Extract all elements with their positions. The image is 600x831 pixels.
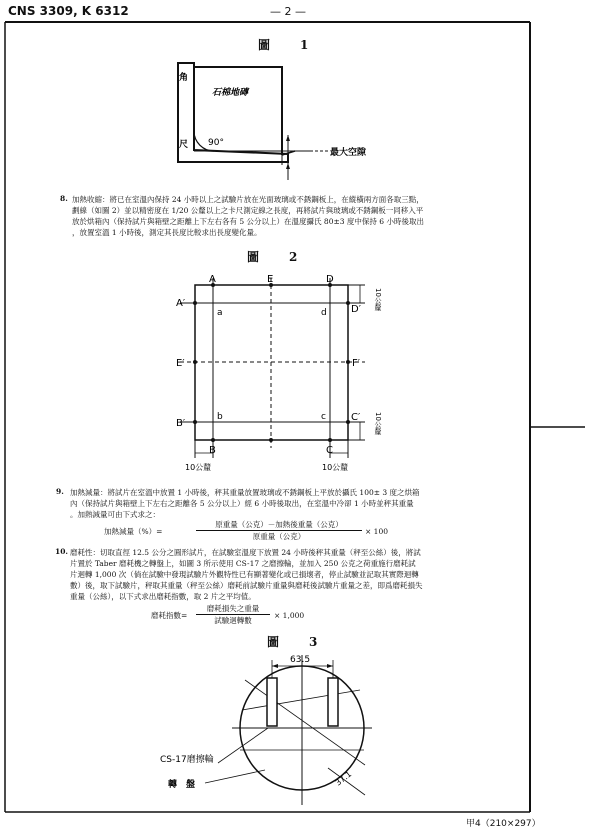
section8-line: 劃線（如圖 2）並以精密度在 1/20 公釐以上之卡尺測定線之長度，再將試片與玻璃或不銹鋼板一同移入平 (72, 206, 424, 215)
gap-label: 最大空隙 (330, 148, 367, 158)
dim-right-bottom: 10公釐 (374, 412, 382, 435)
formula2-lhs: 磨耗指數= (151, 611, 188, 620)
point-D: D (326, 274, 334, 285)
point-d: d (321, 308, 327, 318)
point-A: A (209, 274, 216, 285)
section9-line: 。加熱減量可由下式求之： (70, 510, 160, 519)
point-B-prime: B′ (176, 418, 186, 429)
point-A-prime: A′ (176, 298, 186, 309)
formula2-multiplier: × 1,000 (274, 611, 305, 620)
section10-line: 重量（公絲），以下式求出磨耗指數，取 2 片之平均值。 (70, 592, 256, 601)
section10-text (70, 547, 515, 602)
point-a: a (217, 308, 223, 318)
section9-text (70, 487, 515, 520)
section8-line: 放於烘箱內（保持試片與箱壁之距離上下左右各有 5 公分以上）在溫度攝氏 80±3 度中保持 6 小時後取出 (72, 217, 424, 226)
point-D-prime: D′ (351, 304, 361, 315)
point-C: C (326, 445, 333, 456)
section8-number: 8. (60, 194, 68, 203)
section9-line: 內（保持試片與箱壁上下左右之距離各 5 公分以上）經 6 小時後取出，在室溫中冷卻 1 小時並秤其重量 (70, 499, 414, 508)
point-C-prime: C′ (351, 412, 361, 423)
dim-63-5: 63.5 (290, 655, 311, 665)
dim-right-top: 10公釐 (374, 288, 382, 311)
section8-line: 加熱收縮：將已在室溫內保持 24 小時以上之試驗片放在光面玻璃或不銹鋼板上，在縱橫兩方面各取三點， (72, 195, 424, 204)
section9-line: 加熱減量：將試片在室溫中放置 1 小時後，秤其重量放置玻璃或不銹鋼板上平放於攝氏 100± 3 度之烘箱 (70, 488, 420, 497)
angle-label: 90° (208, 138, 224, 148)
figure3-diagram (150, 650, 410, 810)
point-b: b (217, 412, 223, 422)
figure1-title: 圖 1 (258, 38, 311, 52)
formula1-multiplier: × 100 (365, 527, 388, 536)
formula1-denominator: 原重量（公克） (252, 532, 306, 541)
tile-label: 石棉地磚 (212, 88, 249, 98)
dim-37-1: 37.1 (333, 769, 354, 788)
dim-left-bottom: 10公釐 (185, 463, 212, 472)
square-label: 角 (179, 73, 189, 83)
section8-line: ，放置室溫 1 小時後，測定其長度比較求出長度變化量。 (72, 228, 262, 237)
section10-number: 10. (55, 547, 69, 556)
figure1-diagram (160, 55, 380, 185)
wheel-label: CS-17磨擦輪 (160, 755, 214, 765)
point-c: c (321, 412, 326, 422)
turntable-label: 轉 盤 (168, 780, 196, 790)
point-B: B (209, 445, 216, 456)
section10-line: 數）後，取下試驗片，秤取其重量（秤至公絲）磨耗前試驗片重量與磨耗後試驗片重量之差，即爲磨耗損失 (70, 581, 423, 590)
section9-number: 9. (56, 487, 64, 496)
figure2-diagram (160, 270, 400, 480)
point-E: E (267, 274, 274, 285)
section10-line: 片置於 Taber 磨耗機之轉盤上，如圖 3 所示使用 CS-17 之磨擦輪，並加入 250 公克之荷重施行磨耗試 (70, 559, 416, 568)
dim-bottom-right: 10公釐 (322, 463, 349, 472)
formula2-numerator: 磨耗損失之重量 (196, 604, 270, 615)
section8-text (72, 194, 512, 238)
figure3-title: 圖 3 (267, 635, 320, 649)
point-E-prime: E′ (176, 358, 185, 369)
paper-size: 甲4（210×297） (466, 819, 541, 829)
standard-number: CNS 3309, K 6312 (8, 4, 129, 18)
section10-line: 磨耗性：切取直徑 12.5 公分之圓形試片，在試驗室溫度下放置 24 小時後秤其重量（秤至公絲）後，將試 (70, 548, 421, 557)
section10-line: 片迴轉 1,000 次（倘在試驗中發現試驗片外觀特性已有顯著變化或已損壞者，停止試驗並記取其實際迴轉 (70, 570, 419, 579)
formula1-numerator: 原重量（公克）－加熱後重量（公克） (196, 520, 362, 531)
point-F-prime: F′ (352, 358, 361, 369)
ruler-label: 尺 (179, 140, 189, 150)
formula1-lhs: 加熱減量（%）= (104, 527, 163, 536)
figure2-title: 圖 2 (247, 250, 300, 264)
page-number: — 2 — (270, 5, 306, 18)
formula2-denominator: 試驗迴轉數 (214, 616, 252, 625)
